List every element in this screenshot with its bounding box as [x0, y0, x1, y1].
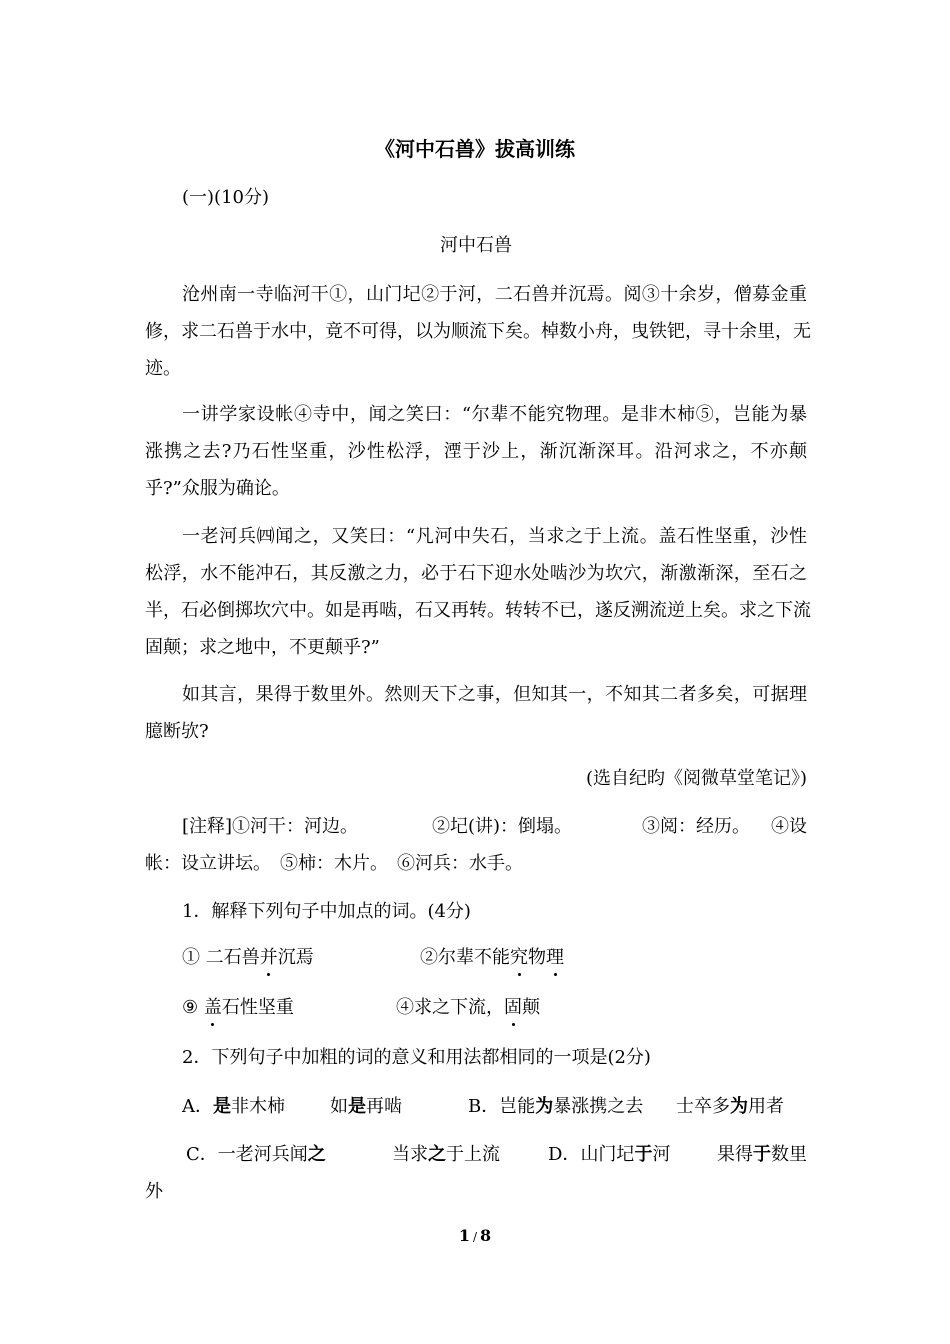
dotted-word: 固 — [504, 997, 522, 1018]
page-number: 1 / 8 — [458, 1226, 492, 1245]
passage-line: 如其言，果得于数里外。然则天下之事，但知其一，不知其二者多矣，可据理 — [182, 684, 807, 705]
dotted-word: 盖 — [203, 997, 222, 1018]
option-d-second: 果得于数里 — [717, 1144, 807, 1165]
dotted-word: 究 — [510, 947, 528, 968]
passage-line: 迹。 — [145, 358, 181, 379]
question-1-item-2: ②尔辈不能究物理 — [420, 947, 564, 968]
passage-line: 乎?”众服为确论。 — [145, 478, 290, 499]
option-b: B．岂能为暴涨携之去 — [468, 1096, 644, 1117]
source-citation: (选自纪昀《阅微草堂笔记》) — [585, 768, 807, 789]
option-a-second: 如是再啮 — [330, 1096, 402, 1117]
passage-title: 河中石兽 — [440, 235, 512, 256]
passage-line: 涨携之去?乃石性坚重，沙性松浮，湮于沙上，渐沉渐深耳。沿河求之，不亦颠 — [145, 441, 807, 462]
note-4-start: ④设 — [771, 816, 807, 837]
passage-line: 一老河兵㈣闻之，又笑曰：“凡河中失石，当求之于上流。盖石性坚重，沙性 — [182, 526, 807, 547]
option-a: A．是非木柿 — [182, 1096, 285, 1117]
option-c-second: 当求之于上流 — [392, 1144, 500, 1165]
option-b-second: 士卒多为用者 — [676, 1096, 784, 1117]
option-d-wrap: 外 — [145, 1181, 163, 1202]
note-2: ②圮(讲)：倒塌。 — [432, 816, 573, 837]
dotted-word: 理 — [546, 947, 564, 968]
passage-line: 臆断欤? — [145, 721, 209, 742]
section-heading: (一)(10分) — [182, 187, 269, 208]
question-1-item-4: ④求之下流，固颠 — [396, 997, 540, 1018]
passage-line: 修，求二石兽于水中，竟不可得，以为顺流下矣。棹数小舟，曳铁钯，寻十余里，无 — [145, 321, 811, 342]
option-d: D．山门圮于河 — [548, 1144, 671, 1165]
passage-line: 固颠；求之地中，不更颠乎?” — [145, 637, 380, 658]
dotted-word: 并 — [259, 947, 278, 968]
document-title: 《河中石兽》拔高训练 — [375, 137, 575, 161]
passage-line: 松浮，水不能冲石，其反激之力，必于石下迎水处啮沙为坎穴，渐激渐深，至石之 — [145, 563, 807, 584]
passage-line: 沧州南一寺临河干①，山门圮②于河，二石兽并沉焉。阅③十余岁，僧募金重 — [182, 284, 807, 305]
note-3: ③阅：经历。 — [642, 816, 750, 837]
question-2-stem: 2．下列句子中加粗的词的意义和用法都相同的一项是(2分) — [182, 1047, 651, 1068]
notes-line: 帐：设立讲坛。 ⑤柿：木片。 ⑥河兵：水手。 — [145, 853, 523, 874]
passage-line: 一讲学家设帐④寺中，闻之笑曰：“尔辈不能究物理。是非木柿⑤，岂能为暴 — [182, 404, 807, 425]
question-1-item-1: ① 二石兽并沉焉 — [182, 947, 314, 968]
question-1-stem: 1．解释下列句子中加点的词。(4分) — [182, 901, 471, 922]
note-1: [注释]①河干：河边。 — [182, 816, 359, 837]
question-1-item-3: ⑨ 盖石性坚重 — [182, 997, 294, 1018]
passage-line: 半，石必倒掷坎穴中。如是再啮，石又再转。转转不已，遂反溯流逆上矣。求之下流 — [145, 600, 811, 621]
option-c: C．一老河兵闻之 — [186, 1144, 326, 1165]
